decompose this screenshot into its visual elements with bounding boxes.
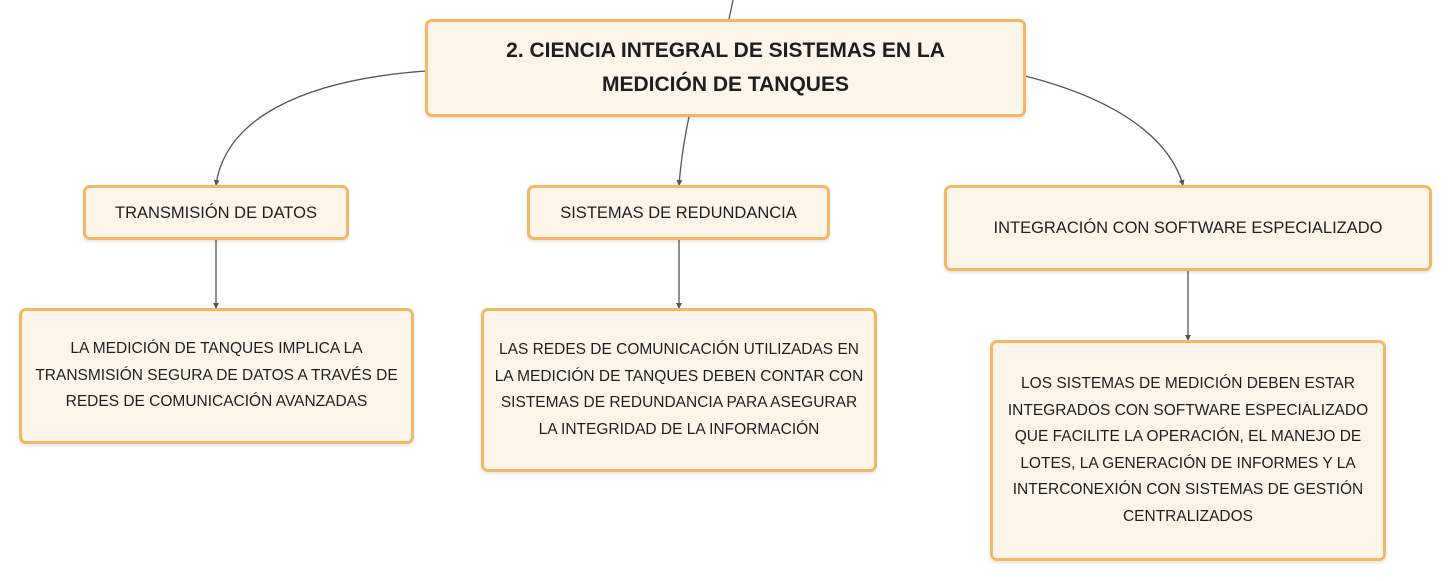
topic-label: TRANSMISIÓN DE DATOS [115,203,317,222]
topic-label: INTEGRACIÓN CON SOFTWARE ESPECIALIZADO [993,219,1383,237]
root-topic-label: 2. CIENCIA INTEGRAL DE SISTEMAS EN LA MEDICIÓN DE TANQUES [506,39,945,96]
connector-root-to-topic-2 [679,117,689,185]
topic-node-integracion-con-software[interactable] [944,185,1432,271]
detail-node-integracion-con-software[interactable] [990,340,1386,561]
topic-node-transmision-de-datos[interactable] [83,185,349,240]
detail-node-transmision-de-datos[interactable] [19,308,414,444]
connector-root-to-topic-3 [1025,76,1183,185]
connector-root-to-topic-1 [216,71,426,185]
detail-node-sistemas-de-redundancia[interactable] [481,308,877,472]
connector-parent-to-root [729,0,733,19]
topic-node-sistemas-de-redundancia[interactable] [527,185,830,240]
detail-text: LOS SISTEMAS DE MEDICIÓN DEBEN ESTAR INTEGRADOS CON SOFTWARE ESPECIALIZADO QUE FACILITE LA OPERACIÓN, EL MANEJO DE LOTES, LA GENERACIÓN DE INFORMES Y LA INTERCONEXIÓN CON SISTEMAS DE GESTIÓN CENTRALIZADOS [1007,375,1369,525]
detail-text: LAS REDES DE COMUNICACIÓN UTILIZADAS EN LA MEDICIÓN DE TANQUES DEBEN CONTAR CON SISTEMAS DE REDUNDANCIA PARA ASEGURAR LA INTEGRIDAD DE LA INFORMACIÓN [494,341,864,438]
detail-text: LA MEDICIÓN DE TANQUES IMPLICA LA TRANSMISIÓN SEGURA DE DATOS A TRAVÉS DE REDES DE COMUNICACIÓN AVANZADAS [35,340,398,411]
root-topic-node[interactable] [425,19,1026,117]
topic-label: SISTEMAS DE REDUNDANCIA [560,203,797,222]
